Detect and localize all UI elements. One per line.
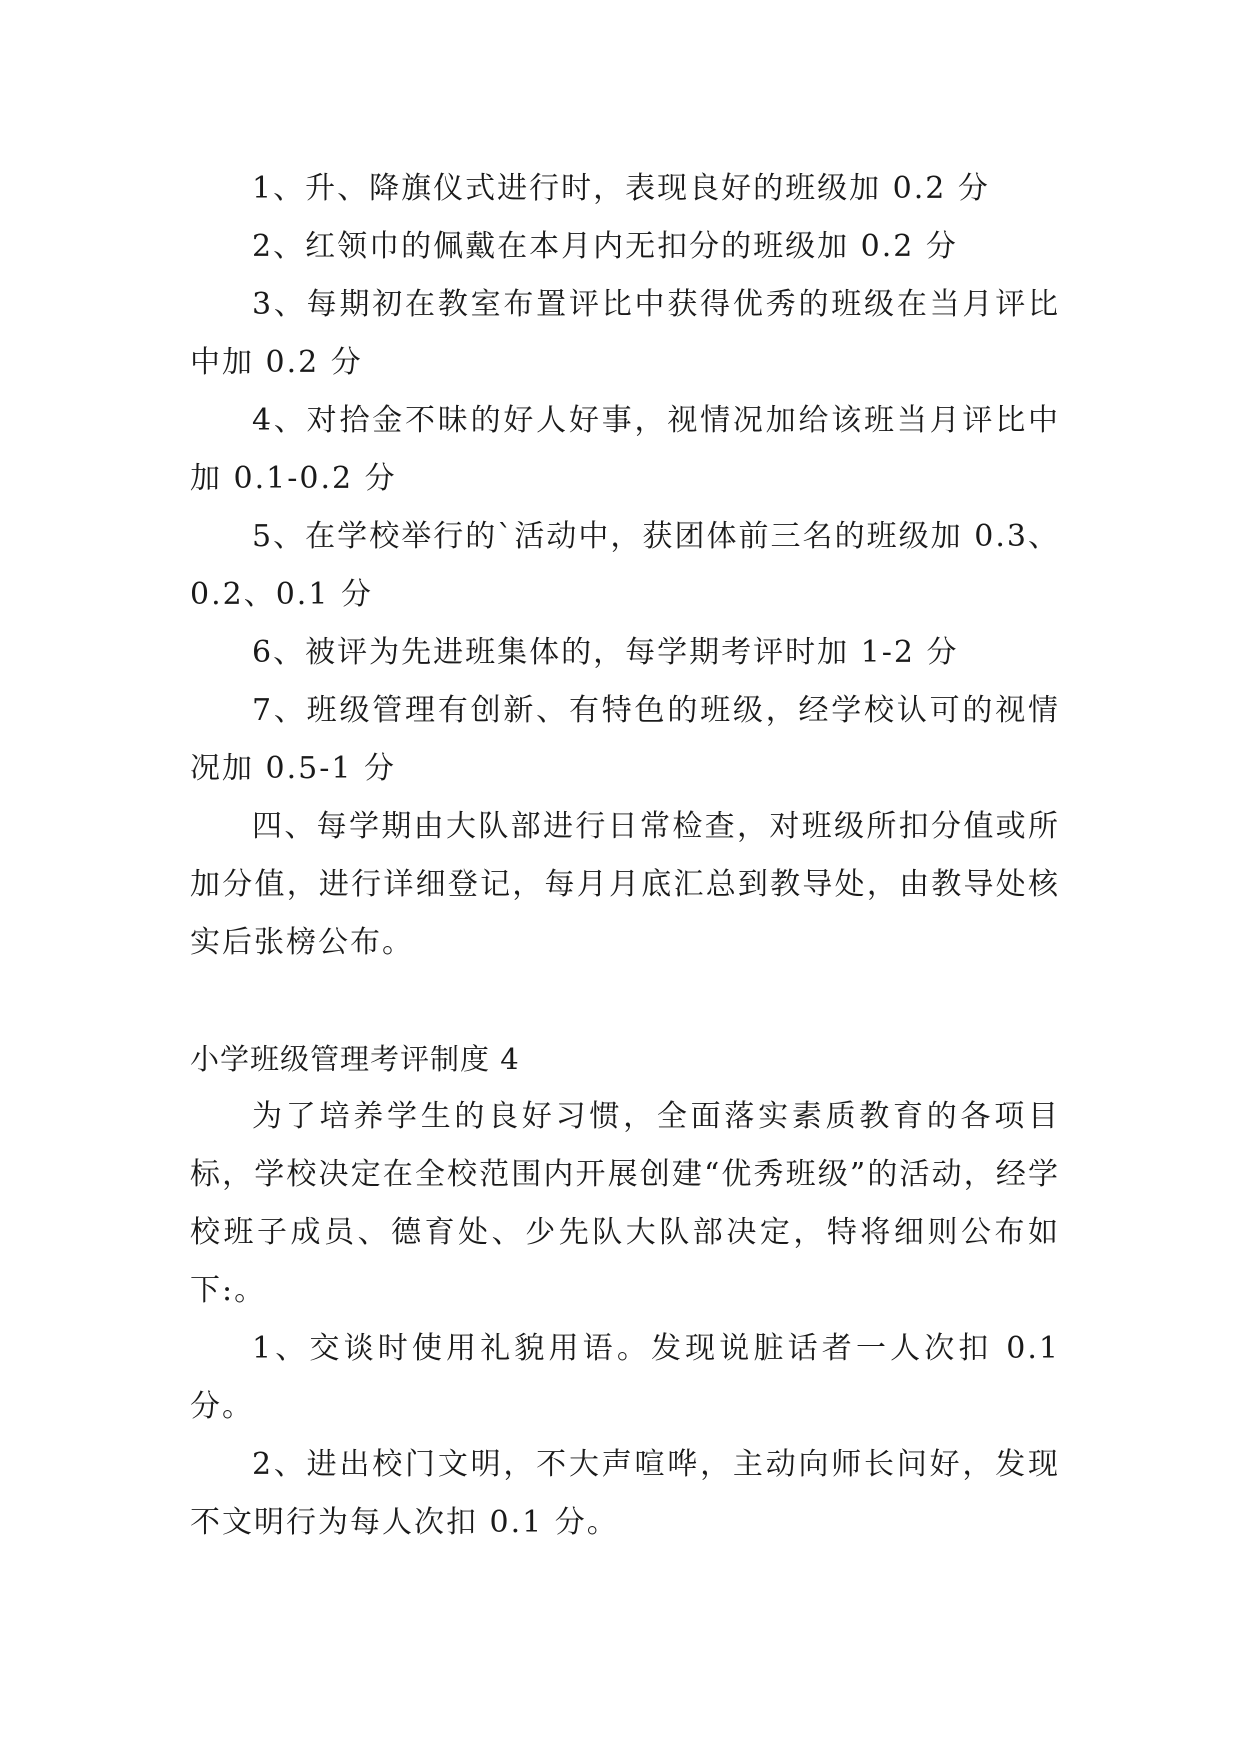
- document-body: [190, 160, 1060, 1552]
- paragraph-rule-5: 5、在学校举行的`活动中，获团体前三名的班级加 0.3、0.2、0.1 分: [190, 519, 1060, 612]
- paragraph-intro: 为了培养学生的良好习惯，全面落实素质教育的各项目标，学校决定在全校范围内开展创建“优秀班级”的活动，经学校班子成员、德育处、少先队大队部决定，特将细则公布如下:。: [190, 1099, 1060, 1308]
- section-title: 小学班级管理考评制度 4: [190, 1042, 520, 1076]
- paragraph-rule-7: 7、班级管理有创新、有特色的班级，经学校认可的视情况加 0.5-1 分: [190, 693, 1060, 786]
- paragraph-detail-1: 1、交谈时使用礼貌用语。发现说脏话者一人次扣 0.1 分。: [190, 1331, 1060, 1424]
- paragraph-rule-6: 6、被评为先进班集体的，每学期考评时加 1-2 分: [252, 635, 959, 670]
- paragraph-rule-3: 3、每期初在教室布置评比中获得优秀的班级在当月评比中加 0.2 分: [190, 287, 1060, 380]
- paragraph-detail-2: 2、进出校门文明，不大声喧哗，主动向师长问好，发现不文明行为每人次扣 0.1 分。: [190, 1447, 1060, 1540]
- paragraph-rule-1: 1、升、降旗仪式进行时，表现良好的班级加 0.2 分: [252, 171, 990, 206]
- paragraph-rule-4: 4、对拾金不昧的好人好事，视情况加给该班当月评比中加 0.1-0.2 分: [190, 403, 1060, 496]
- paragraph-section-four: 四、每学期由大队部进行日常检查，对班级所扣分值或所加分值，进行详细登记，每月月底汇总到教导处，由教导处核实后张榜公布。: [190, 809, 1060, 960]
- paragraph-rule-2: 2、红领巾的佩戴在本月内无扣分的班级加 0.2 分: [252, 229, 958, 264]
